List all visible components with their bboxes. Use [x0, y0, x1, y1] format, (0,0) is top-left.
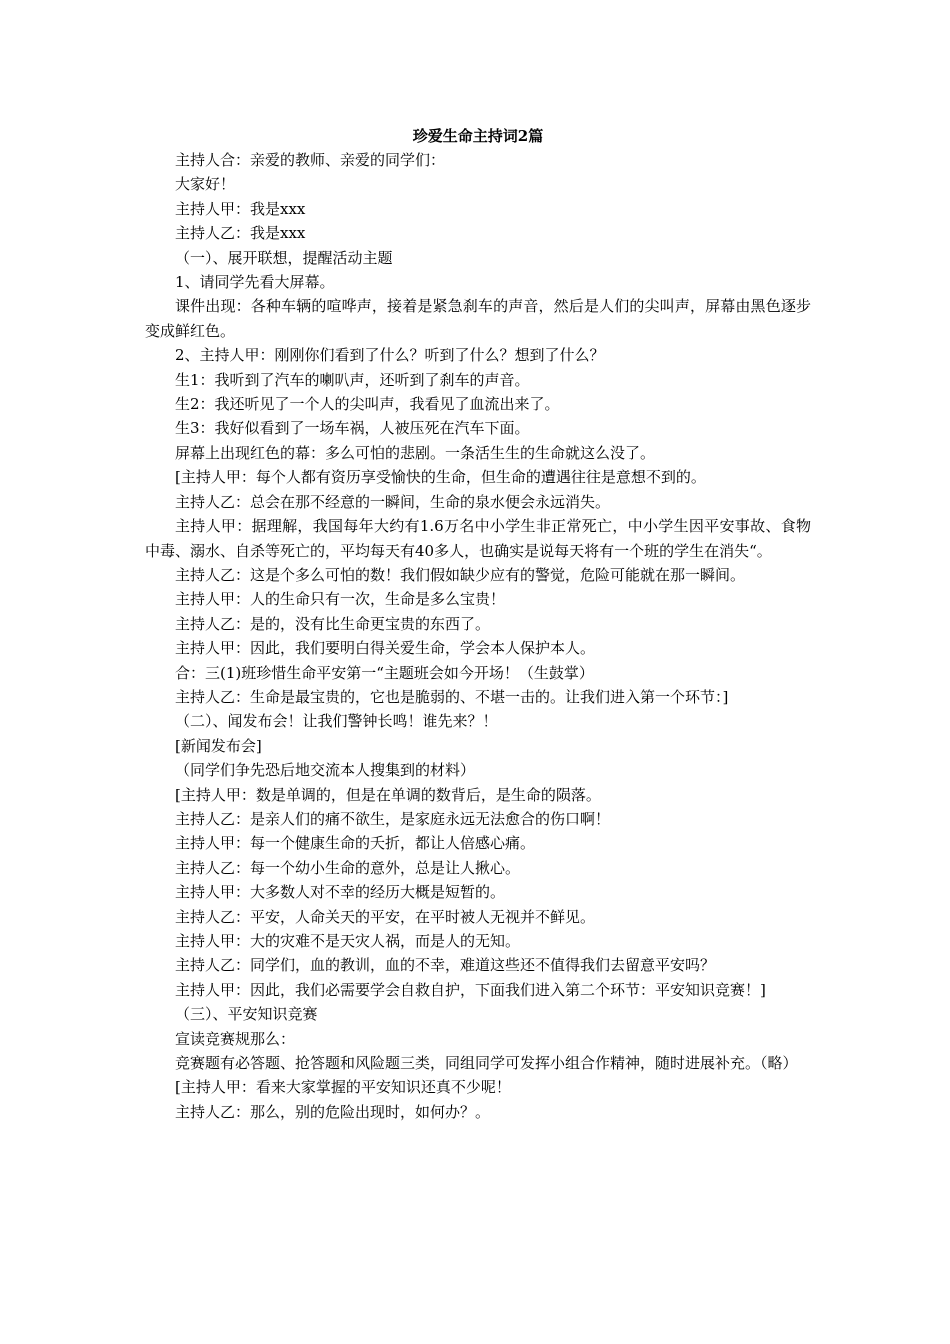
paragraph: （一）、展开联想，提醒活动主题	[175, 248, 393, 267]
paragraph: 主持人甲：据理解，我国每年大约有1.6万名中小学生非正常死亡，中小学生因平安事故、食物中毒、溺水、自杀等死亡的，平均每天有40多人，也确实是说每天将有一个班的学生在消失“。	[145, 517, 811, 560]
paragraph: 生3：我好似看到了一场车祸，人被压死在汽车下面。	[175, 419, 530, 438]
paragraph: 宣读竞赛规那么：	[175, 1029, 296, 1048]
paragraph: 主持人甲：每一个健康生命的夭折，都让人倍感心痛。	[175, 834, 536, 853]
paragraph: 竞赛题有必答题、抢答题和风险题三类，同组同学可发挥小组合作精神，随时进展补充。（略）	[175, 1054, 798, 1073]
paragraph: 主持人乙：我是xxx	[175, 224, 306, 243]
paragraph: （三）、平安知识竞赛	[175, 1005, 318, 1024]
paragraph: 主持人乙：每一个幼小生命的意外，总是让人揪心。	[175, 858, 521, 877]
paragraph: 大家好！	[175, 175, 236, 194]
paragraph: 生2：我还听见了一个人的尖叫声，我看见了血流出来了。	[175, 395, 560, 414]
document-title: 珍爱生命主持词2篇	[412, 127, 544, 145]
paragraph-list	[145, 148, 811, 1124]
paragraph: 课件出现：各种车辆的喧哗声，接着是紧急刹车的声音，然后是人们的尖叫声，屏幕由黑色逐步变成鲜红色。	[145, 297, 811, 340]
paragraph: 主持人甲：大多数人对不幸的经历大概是短暂的。	[175, 883, 506, 902]
paragraph: 主持人乙：是的，没有比生命更宝贵的东西了。	[175, 614, 491, 633]
paragraph: 主持人甲：我是xxx	[175, 199, 306, 218]
paragraph: 1、请同学先看大屏幕。	[175, 273, 335, 292]
paragraph: 合：三(1)班珍惜生命平安第一“主题班会如今开场！（生鼓掌）	[175, 663, 594, 682]
paragraph: [主持人甲：数是单调的，但是在单调的数背后，是生命的陨落。	[175, 785, 601, 804]
paragraph: 主持人甲：因此，我们要明白得关爱生命，学会本人保护本人。	[175, 639, 596, 658]
paragraph: 主持人甲：大的灾难不是天灾人祸，而是人的无知。	[175, 932, 521, 950]
paragraph: 主持人乙：这是个多么可怕的数！我们假如缺少应有的警觉，危险可能就在那一瞬间。	[175, 565, 746, 584]
paragraph: [新闻发布会]	[175, 736, 262, 755]
paragraph: 主持人乙：生命是最宝贵的，它也是脆弱的、不堪一击的。让我们进入第一个环节：]	[175, 687, 729, 706]
paragraph: 屏幕上出现红色的幕：多么可怕的悲剧。一条活生生的生命就这么没了。	[175, 443, 656, 462]
paragraph: 主持人甲：人的生命只有一次，生命是多么宝贵！	[175, 590, 506, 609]
paragraph: 2、主持人甲：刚刚你们看到了什么？听到了什么？想到了什么？	[175, 346, 605, 365]
paragraph: 主持人甲：因此，我们必需要学会自救自护，下面我们进入第二个环节：平安知识竞赛！]	[175, 980, 766, 999]
paragraph: [主持人甲：看来大家掌握的平安知识还真不少呢！	[175, 1078, 511, 1097]
paragraph: 主持人乙：同学们，血的教训，血的不幸，难道这些还不值得我们去留意平安吗？	[175, 956, 716, 975]
paragraph: 生1：我听到了汽车的喇叭声，还听到了刹车的声音。	[175, 370, 530, 389]
paragraph: 主持人乙：平安，人命关天的平安，在平时被人无视并不鲜见。	[175, 907, 596, 926]
paragraph: [主持人甲：每个人都有资历享受愉快的生命，但生命的遭遇往往是意想不到的。	[175, 468, 706, 487]
document-body	[145, 124, 811, 1124]
paragraph: 主持人乙：那么，别的危险出现时，如何办？。	[175, 1102, 491, 1121]
paragraph: （二）、闻发布会！让我们警钟长鸣！谁先来？！	[175, 712, 498, 731]
paragraph: 主持人乙：是亲人们的痛不欲生，是家庭永远无法愈合的伤口啊！	[175, 809, 611, 828]
paragraph: 主持人乙：总会在那不经意的一瞬间，生命的泉水便会永远消失。	[175, 492, 611, 511]
paragraph: 主持人合：亲爱的教师、亲爱的同学们：	[175, 151, 446, 169]
paragraph: （同学们争先恐后地交流本人搜集到的材料）	[175, 761, 476, 780]
